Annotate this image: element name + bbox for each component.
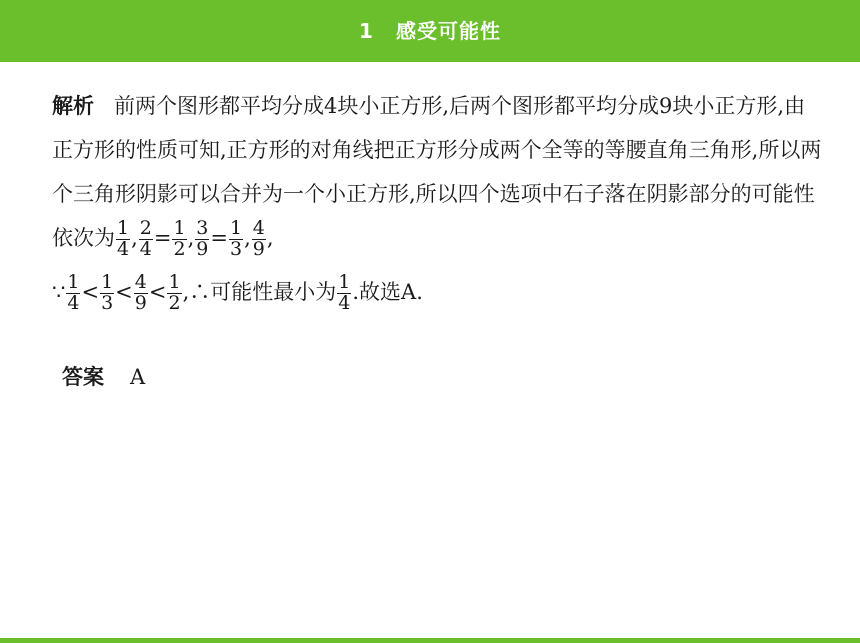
less-than: < xyxy=(115,280,133,304)
answer-label: 答案 xyxy=(62,365,104,389)
separator: = xyxy=(210,226,228,250)
because-symbol: ∵ xyxy=(52,280,66,304)
separator: , xyxy=(244,226,251,250)
fraction: $\frac{1}{2}$ xyxy=(173,217,186,260)
separator: , xyxy=(187,226,195,250)
less-than: < xyxy=(81,280,100,304)
fraction: $\frac{1}{3}$ xyxy=(229,217,243,260)
fraction: $\frac{2}{4}$ xyxy=(139,217,152,260)
answer-value: A xyxy=(130,365,146,389)
section-title xyxy=(0,0,860,62)
fraction: $\frac{1}{4}$ xyxy=(117,217,130,260)
section-number: 1 xyxy=(359,19,374,43)
less-than: < xyxy=(148,280,167,304)
separator: , xyxy=(266,226,274,250)
fraction: $\frac{3}{9}$ xyxy=(196,217,209,260)
comparison-line xyxy=(52,264,822,320)
conclusion-text: .故选A. xyxy=(352,280,423,304)
fraction: $\frac{4}{9}$ xyxy=(252,217,265,260)
analysis-text: 前两个图形都平均分成4块小正方形,后两个图形都平均分成9块小正方形,由正方形的性质可知,正方形的对角线把正方形分成两个全等的等腰直角三角形,所以两个三角形阴影可以合并为一个小正方形,所以四个选项中石子落在阴影部分的可能性依次为 xyxy=(52,94,822,250)
analysis-label: 解析 xyxy=(52,94,94,118)
bottom-bar xyxy=(0,638,860,643)
fraction: $\frac{1}{3}$ xyxy=(101,271,114,314)
fraction: $\frac{4}{9}$ xyxy=(134,271,147,314)
analysis-block xyxy=(52,84,822,320)
fraction: $\frac{1}{4}$ xyxy=(338,271,351,314)
analysis-paragraph xyxy=(52,84,822,260)
therefore-text: ,∴可能性最小为 xyxy=(182,280,337,304)
fraction: $\frac{1}{4}$ xyxy=(67,271,80,314)
fraction: $\frac{1}{2}$ xyxy=(168,271,181,314)
header-bar xyxy=(0,0,860,62)
answer-block xyxy=(62,355,145,399)
section-name: 感受可能性 xyxy=(395,19,501,43)
separator: = xyxy=(153,226,172,250)
separator: , xyxy=(131,226,138,250)
